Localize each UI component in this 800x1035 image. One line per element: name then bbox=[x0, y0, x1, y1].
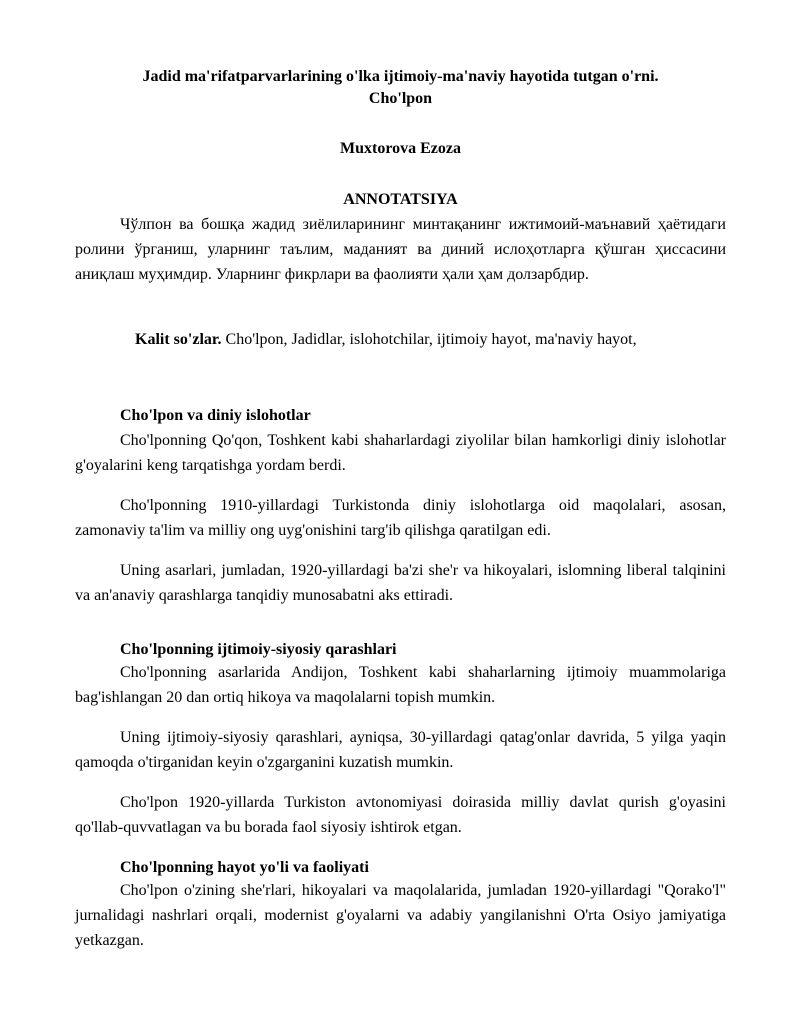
section-1-paragraph-3: Uning asarlari, jumladan, 1920-yillardagi ba'zi she'r va hikoyalari, islomning liberal talqinini va an'anaviy qarashlarga tanqidiy munosabatni aks ettiradi. bbox=[75, 562, 726, 604]
keywords-label: Kalit so'zlar. bbox=[135, 331, 222, 348]
paper-title bbox=[75, 66, 726, 110]
section-3-paragraph-1: Cho'lpon o'zining she'rlari, hikoyalari va maqolalarida, jumladan 1920-yillardagi "Qorako'l" jurnalidagi nashrlari orqali, modernist g'oyalarni va adabiy yangilanishni O'rta Osiyo jamiyatiga yetkazgan. bbox=[75, 882, 726, 949]
section-heading-socio-political-views: Cho'lponning ijtimoiy-siyosiy qarashlari bbox=[120, 641, 397, 658]
section-2-paragraph-1: Cho'lponning asarlarida Andijon, Toshkent kabi shaharlarning ijtimoiy muammolariga bag'ishlangan 20 dan ortiq hikoya va maqolalarni topish mumkin. bbox=[75, 664, 726, 706]
section-heading-religious-reforms: Cho'lpon va diniy islohotlar bbox=[120, 407, 311, 424]
abstract-heading: ANNOTATSIYA bbox=[343, 191, 458, 208]
keywords-text: Cho'lpon, Jadidlar, islohotchilar, ijtimoiy hayot, ma'naviy hayot, bbox=[221, 331, 637, 348]
keywords-line bbox=[75, 330, 726, 350]
section-heading-life-and-work: Cho'lponning hayot yo'li va faoliyati bbox=[120, 859, 369, 876]
abstract-text: Чўлпон ва бошқа жадид зиёлиларининг минтақанинг ижтимоий-маънавий ҳаётидаги ролини ўрганиш, уларнинг таълим, маданият ва диний ислоҳотларга қўшган ҳиссасини аниқлаш муҳимдир. Уларнинг фикрлари ва фаолияти ҳали ҳам долзарбдир. bbox=[75, 216, 726, 283]
section-1-paragraph-2: Cho'lponning 1910-yillardagi Turkistonda diniy islohotlarga oid maqolalari, asosan, zamonaviy ta'lim va milliy ong uyg'onishini targ'ib qilishga qaratilgan edi. bbox=[75, 497, 726, 539]
section-2-paragraph-3: Cho'lpon 1920-yillarda Turkiston avtonomiyasi doirasida milliy davlat qurish g'oyasini qo'llab-quvvatlagan va bu borada faol siyosiy ishtirok etgan. bbox=[75, 794, 726, 836]
section-1-paragraph-1: Cho'lponning Qo'qon, Toshkent kabi shaharlardagi ziyolilar bilan hamkorligi diniy islohotlar g'oyalarini keng tarqatishga yordam berdi. bbox=[75, 432, 726, 474]
section-2-paragraph-2: Uning ijtimoiy-siyosiy qarashlari, ayniqsa, 30-yillardagi qatag'onlar davrida, 5 yilga yaqin qamoqda o'tirganidan keyin o'zgarganini kuzatish mumkin. bbox=[75, 729, 726, 771]
author-name: Muxtorova Ezoza bbox=[339, 140, 461, 157]
paper-title-line-1: Jadid ma'rifatparvarlarining o'lka ijtimoiy-ma'naviy hayotida tutgan o'rni. bbox=[142, 68, 659, 85]
paper-title-line-2: Cho'lpon bbox=[368, 90, 433, 107]
